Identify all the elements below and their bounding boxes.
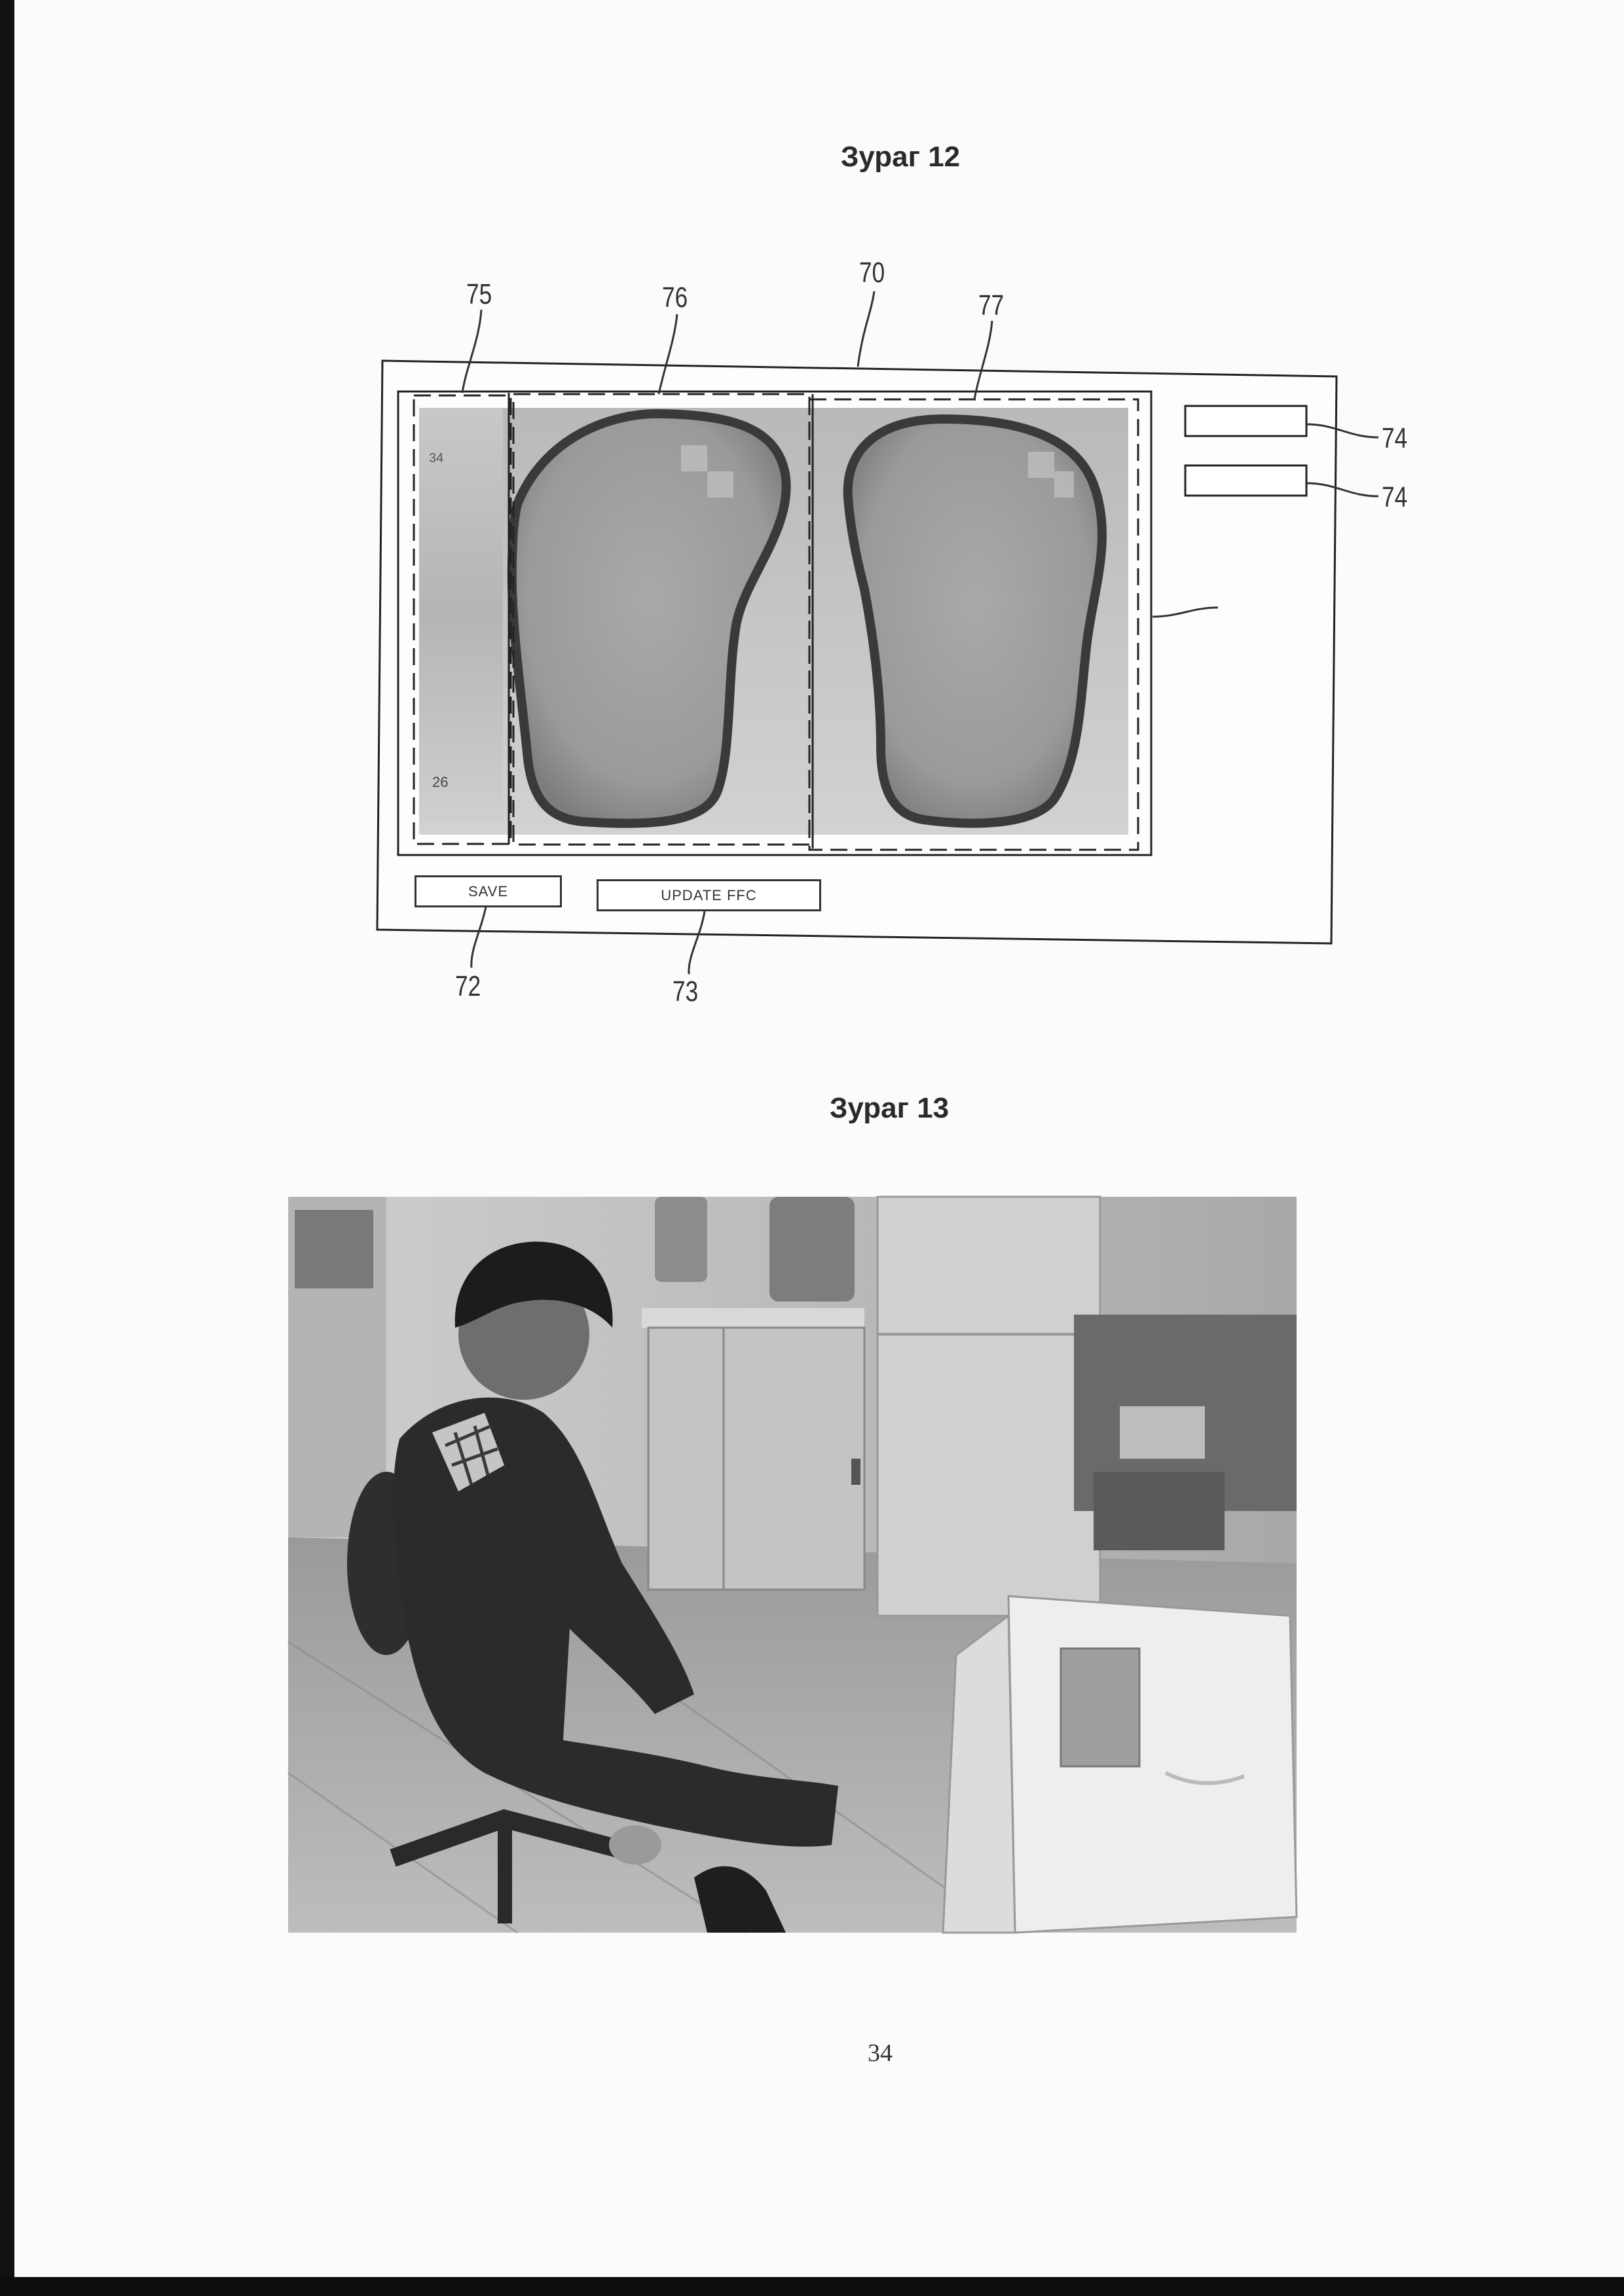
scanner-window: [1061, 1649, 1139, 1766]
wall-poster: [295, 1210, 373, 1288]
save-button[interactable]: SAVE: [415, 875, 562, 907]
refrigerator: [877, 1197, 1100, 1616]
figure-13-photo: [288, 1197, 1297, 1933]
child-hand: [609, 1825, 661, 1865]
counter-top: [642, 1308, 864, 1328]
ref-70: 70: [859, 257, 885, 289]
temperature-scale-bar: [419, 408, 503, 822]
page-number: 34: [868, 2039, 893, 2067]
update-ffc-button[interactable]: UPDATE FFC: [597, 879, 821, 911]
figure-13-title: Зураг 13: [829, 1092, 950, 1124]
ref-75: 75: [466, 278, 492, 310]
button-74-upper: [1185, 406, 1306, 436]
chair-post: [498, 1825, 512, 1923]
figure-12-title: Зураг 12: [840, 141, 961, 173]
ref-74-upper: 74: [1382, 422, 1408, 454]
scale-label-bottom: 26: [432, 774, 449, 790]
thermos-left: [655, 1197, 707, 1282]
scale-label-top: 34: [429, 451, 444, 465]
ref-73: 73: [673, 975, 699, 1008]
ref-72: 72: [455, 970, 481, 1002]
ref-77: 77: [978, 289, 1005, 321]
thermos-right: [769, 1197, 855, 1302]
ref-76: 76: [662, 282, 688, 314]
power-supply: [1120, 1406, 1205, 1459]
button-74-lower: [1185, 465, 1306, 496]
foot-scanner-device: [1008, 1596, 1297, 1933]
counter-cabinet: [648, 1328, 864, 1590]
ref-74-lower: 74: [1382, 481, 1408, 513]
